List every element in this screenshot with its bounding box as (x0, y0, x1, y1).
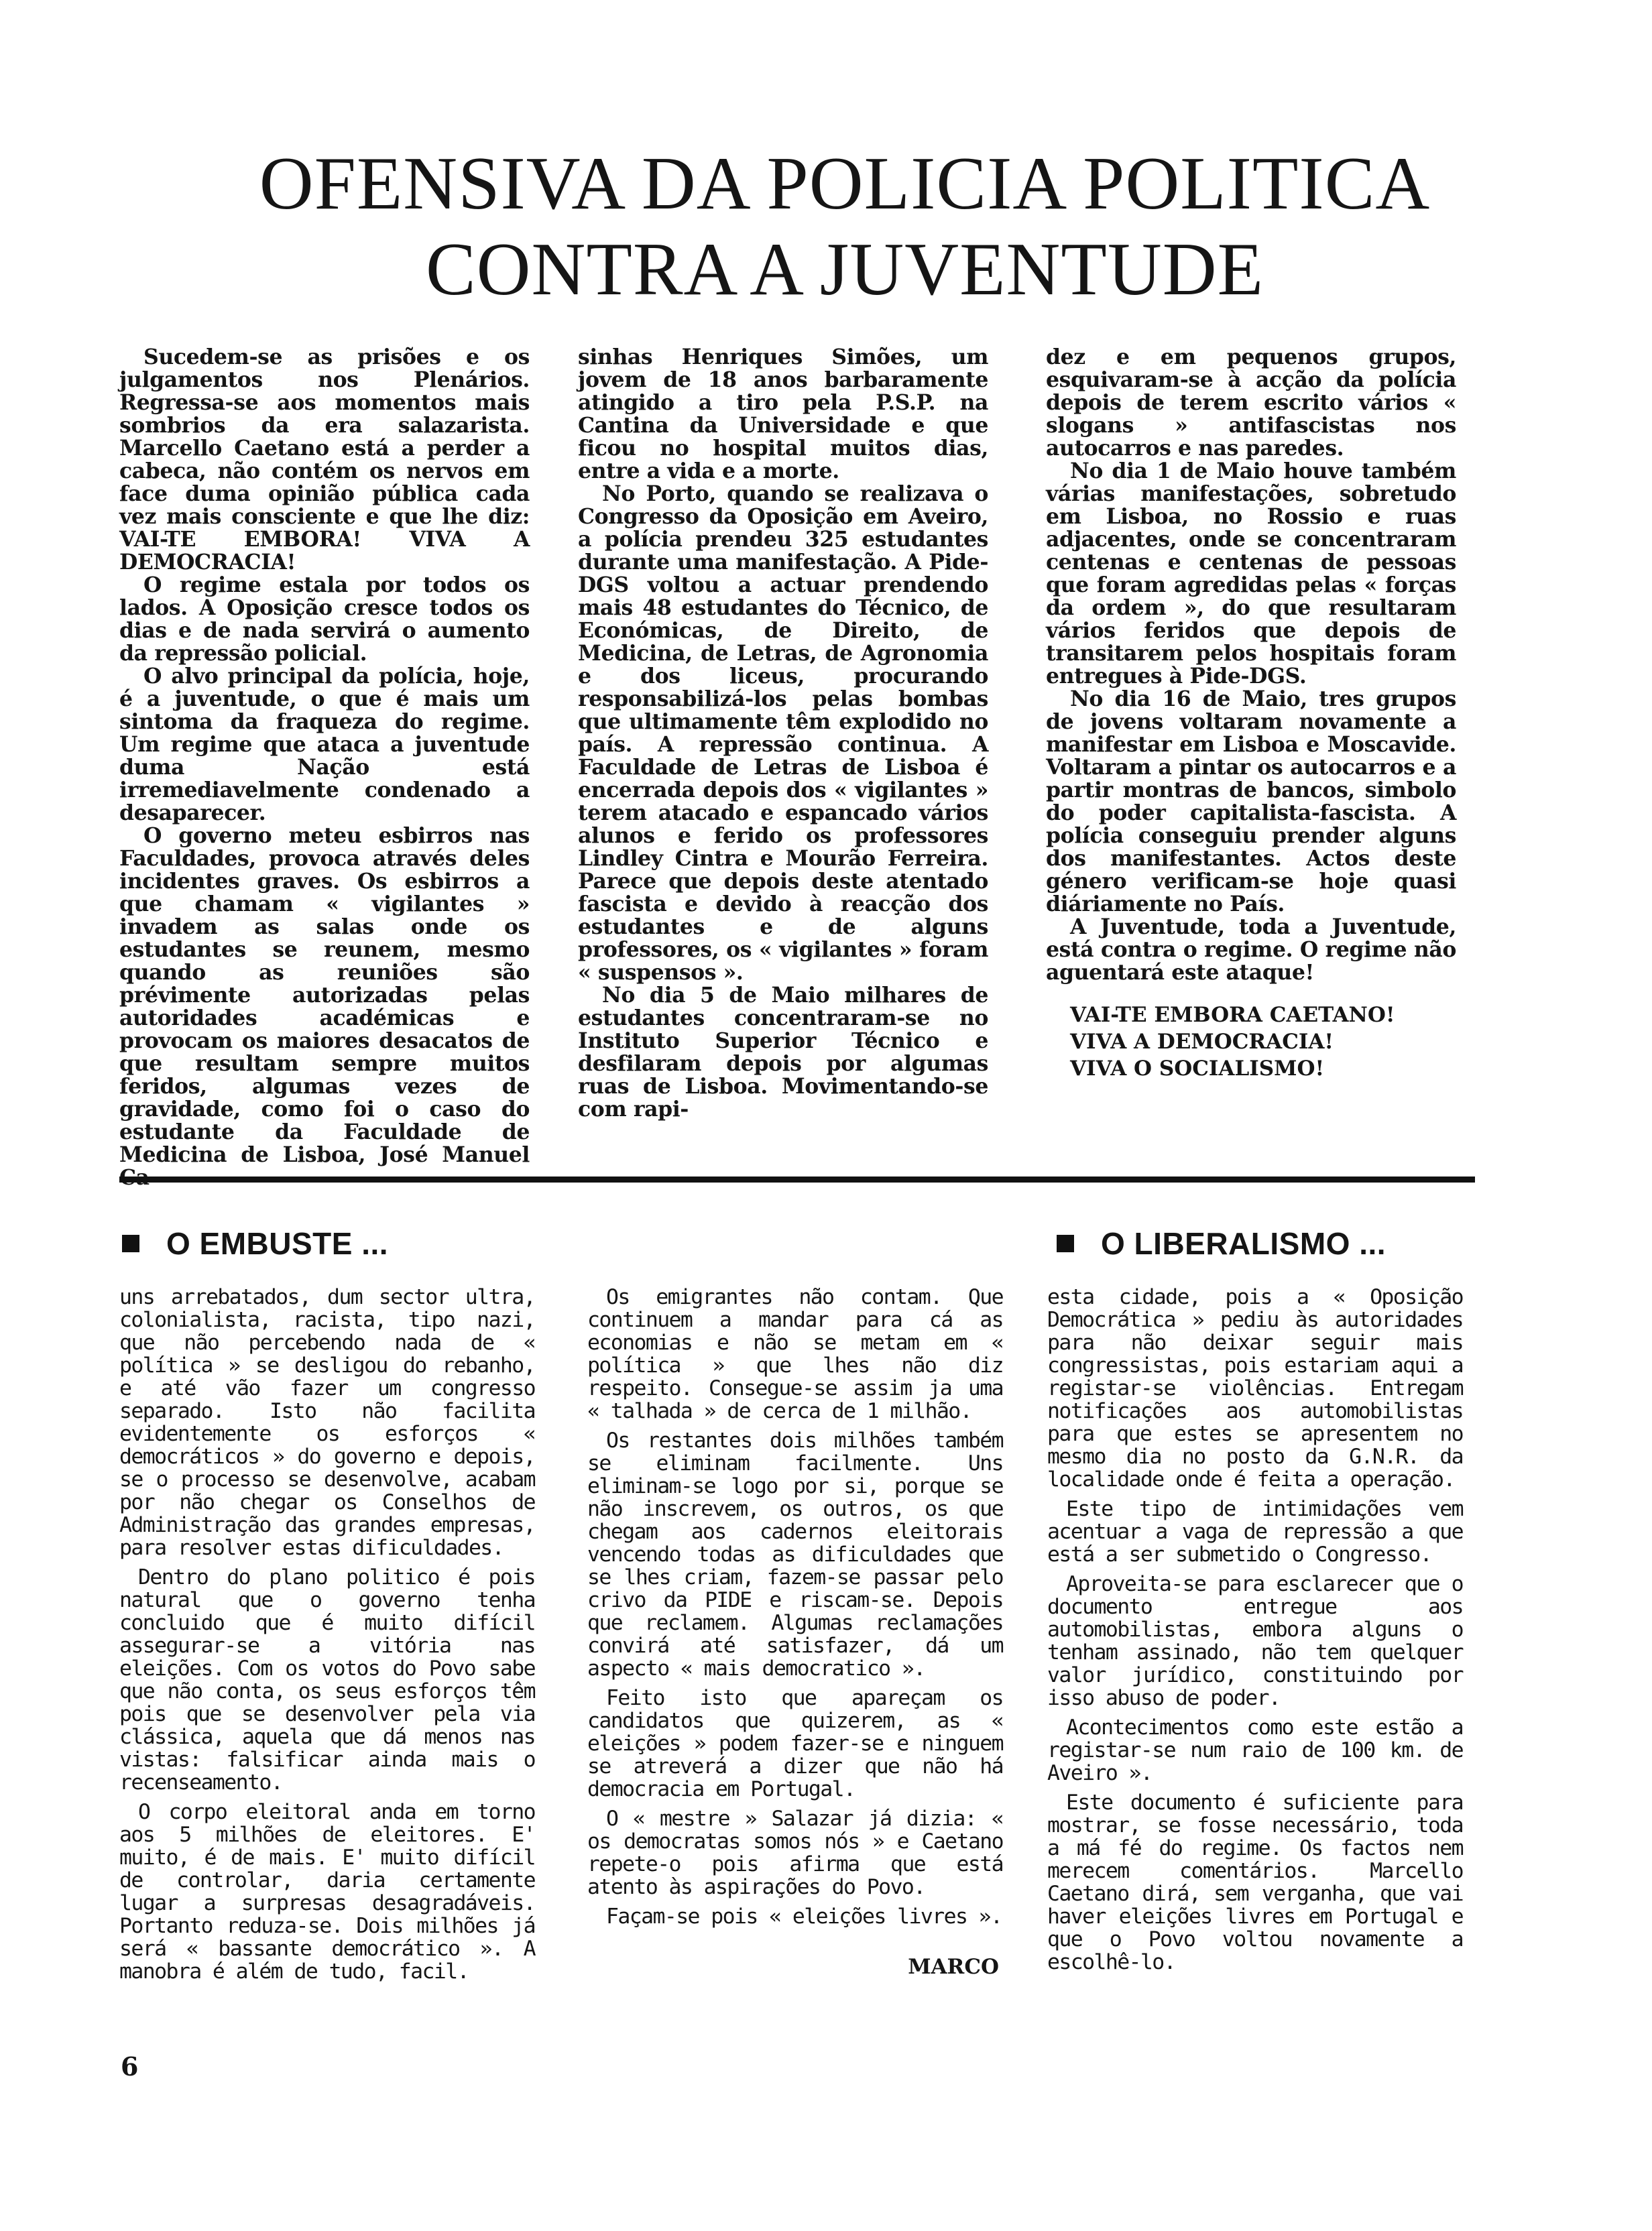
liberalismo-paragraph: Este tipo de intimidações vem acentuar a vaga de repressão a que está a ser submetido o Congresso. (1047, 1497, 1463, 1567)
embuste-paragraph: uns arrebatados, dum sector ultra, colonialista, racista, tipo nazi, que não percebendo nada de « política » se desligou do rebanho, e até vão fazer um congresso separado. Isto não facilita evidentemente os esforços « democráticos » do governo e depois, se o processo se desenvolve, acabam por não chegar os Conselhos de Administração das grandes empresas, para resolver estas dificuldades. (119, 1285, 535, 1560)
liberalismo-paragraph: Acontecimentos como este estão a registar-se num raio de 100 km. de Aveiro ». (1047, 1715, 1463, 1785)
page-number: 6 (121, 2051, 139, 2082)
embuste-paragraph: Façam-se pois « eleições livres ». (606, 1905, 1002, 1929)
liberalismo-heading (1057, 1227, 1386, 1260)
article-title-line-1: OFENSIVA DA POLICIA POLITICA (259, 142, 1431, 225)
article-paragraph: A Juventude, toda a Juventude, está contra o regime. O regime não aguentará este ataque! (1046, 914, 1456, 985)
article-paragraph: sinhas Henriques Simões, um jovem de 18 anos barbaramente atingido a tiro pela P.S.P. na Cantina da Universidade e que ficou no hospital muitos dias, entre a vida e a morte. (578, 345, 988, 483)
article-paragraph: No Porto, quando se realizava o Congresso da Oposição em Aveiro, a polícia prendeu 325 estudantes durante uma manifestação. A Pide-DGS voltou a actuar prendendo mais 48 estudantes do Técnico, de Económicas, de Direito, de Medicina, de Letras, de Agronomia e dos liceus, procurando responsabilizá-los pelas bombas que ultimamente têm explodido no país. A repressão continua. A Faculdade de Letras de Lisboa é encerrada depois dos « vigilantes » terem atacado e espancado vários alunos e ferido os professores Lindley Cintra e Mourão Ferreira. Parece que depois deste atentado fascista e devido à reacção dos estudantes e de alguns professores, os « vigilantes » foram « suspensos ». (578, 481, 988, 985)
article-column-3 (1046, 346, 1456, 1082)
article-title-line-2: CONTRA A JUVENTUDE (425, 228, 1264, 311)
embuste-heading (122, 1227, 388, 1260)
article-paragraph: O regime estala por todos os lados. A Oposição cresce todos os dias e de nada servirá o aumento da repressão policial. (119, 572, 530, 666)
article-paragraph: No dia 5 de Maio milhares de estudantes concentraram-se no Instituto Superior Técnico e desfilaram depois por algumas ruas de Lisboa. Movimentando-se com rapi- (578, 983, 988, 1122)
embuste-column-1 (119, 1286, 535, 1983)
liberalismo-column (1047, 1286, 1463, 1974)
article-paragraph: No dia 16 de Maio, tres grupos de jovens voltaram novamente a manifestar em Lisboa e Moscavide. Voltaram a pintar os autocarros e a partir montras de bancos, simbolo do poder capitalista-fascista. A polícia conseguiu prender alguns dos manifestantes. Actos deste género verificam-se hoje quasi diáriamente no País. (1046, 686, 1456, 916)
article-title (114, 141, 1576, 312)
section-divider (119, 1177, 1475, 1183)
liberalismo-heading-text: O LIBERALISMO ... (1101, 1226, 1386, 1261)
article-paragraph: O governo meteu esbirros nas Faculdades, provoca através deles incidentes graves. Os esbirros a que chamam « vigilantes » invadem as salas onde os estudantes se reunem, mesmo quando as reuniões são prévimente autorizadas pelas autoridades académicas e provocam os maiores desacatos de que resultam sempre muitos feridos, algumas vezes de gravidade, como foi o caso do estudante da Faculdade de Medicina de Lisboa, José Manuel (119, 823, 530, 1167)
square-bullet-icon (122, 1235, 139, 1252)
slogan: VIVA A DEMOCRACIA! (1070, 1030, 1334, 1054)
liberalismo-paragraph: Aproveita-se para esclarecer que o documento entregue aos automobilistas, embora alguns o tenham assinado, não tem quelquer valor jurídico, constituindo por isso abuso de poder. (1047, 1572, 1463, 1710)
slogan: VAI-TE EMBORA CAETANO! (1070, 1003, 1395, 1027)
embuste-column-2 (587, 1286, 1003, 1979)
liberalismo-paragraph: Este documento é suficiente para mostrar, se fosse necessário, toda a má fé do regime. Os factos nem merecem comentários. Marcello Caetano dirá, sem verganha, que vai haver eleições livres em Portugal e que o Povo voltou novamente a escolhê-lo. (1047, 1791, 1463, 1974)
article-paragraph: Sucedem-se as prisões e os julgamentos nos Plenários. Regressa-se aos momentos mais sombrios da era salazarista. Marcello Caetano está a perder a cabeca, não contém os nervos em face duma opinião pública cada vez mais consciente e que lhe diz: VAI-TE EMBORA! VIVA A DEMOCRACIA! (119, 345, 530, 575)
liberalismo-paragraph: esta cidade, pois a « Oposição Democrática » pediu às autoridades para não deixar seguir mais congressistas, pois estariam aqui a registar-se violências. Entregam notificações aos automobilistas para que estes se apresentem no mesmo dia no posto da G.N.R. da localidade onde é feita a operação. (1047, 1285, 1463, 1492)
slogans-block (1046, 1002, 1456, 1082)
square-bullet-icon (1057, 1235, 1074, 1252)
article-paragraph: O alvo principal da polícia, hoje, é a juventude, o que é mais um sintoma da fraqueza do regime. Um regime que ataca a juventude duma Nação está irremediavelmente condenado a desaparecer. (119, 664, 530, 825)
embuste-paragraph: O corpo eleitoral anda em torno aos 5 milhões de eleitores. E' muito, é de mais. E' muito difícil de controlar, daria certamente lugar a surpresas desagradáveis. Portanto reduza-se. Dois milhões já será « bassante democrático ». A manobra é além de tudo, facil. (119, 1800, 535, 1984)
embuste-paragraph: Feito isto que apareçam os candidatos que quizerem, as « eleições » podem fazer-se e ninguem se atreverá a dizer que não há democracia em Portugal. (587, 1686, 1003, 1801)
article-paragraph: dez e em pequenos grupos, esquivaram-se à acção da polícia depois de terem escrito vários « slogans » antifascistas nos autocarros e nas paredes. (1046, 345, 1456, 461)
embuste-paragraph: Dentro do plano politico é pois natural que o governo tenha concluido que é muito difícil assegurar-se a vitória nas eleições. Com os votos do Povo sabe que não conta, os seus esforços têm pois que se desenvolver pela via clássica, aquela que dá menos nas vistas: falsificar ainda mais o recenseamento. (119, 1565, 535, 1795)
author-signature: MARCO (908, 1955, 999, 1979)
slogan: VIVA O SOCIALISMO! (1070, 1057, 1325, 1081)
embuste-paragraph: O « mestre » Salazar já dizia: « os democratas somos nós » e Caetano repete-o pois afirma que está atento às aspirações do Povo. (587, 1807, 1003, 1899)
embuste-paragraph: Os restantes dois milhões também se eliminam facilmente. Uns eliminam-se logo por si, porque se não inscrevem, os outros, os que chegam aos cadernos eleitorais vencendo todas as dificuldades que se lhes criam, fazem-se passar pelo crivo da PIDE e riscam-se. Depois que reclamem. Algumas reclamações convirá até satisfazer, dá um aspecto « mais democratico ». (587, 1429, 1003, 1681)
article-column-2 (578, 346, 988, 1121)
article-column-1 (119, 346, 530, 1189)
article-paragraph: No dia 1 de Maio houve também várias manifestações, sobretudo em Lisboa, no Rossio e ruas adjacentes, onde se concentraram centenas e centenas de pessoas que foram agredidas pelas « forças da ordem », do que resultaram vários feridos que depois de transitarem pelos hospitais foram entregues à Pide-DGS. (1046, 459, 1456, 688)
embuste-paragraph: Os emigrantes não contam. Que continuem a mandar para cá as economias e não se metam em « política » que lhes não diz respeito. Consegue-se assim ja uma « talhada » de cerca de 1 milhão. (587, 1285, 1003, 1423)
embuste-heading-text: O EMBUSTE ... (166, 1226, 389, 1261)
